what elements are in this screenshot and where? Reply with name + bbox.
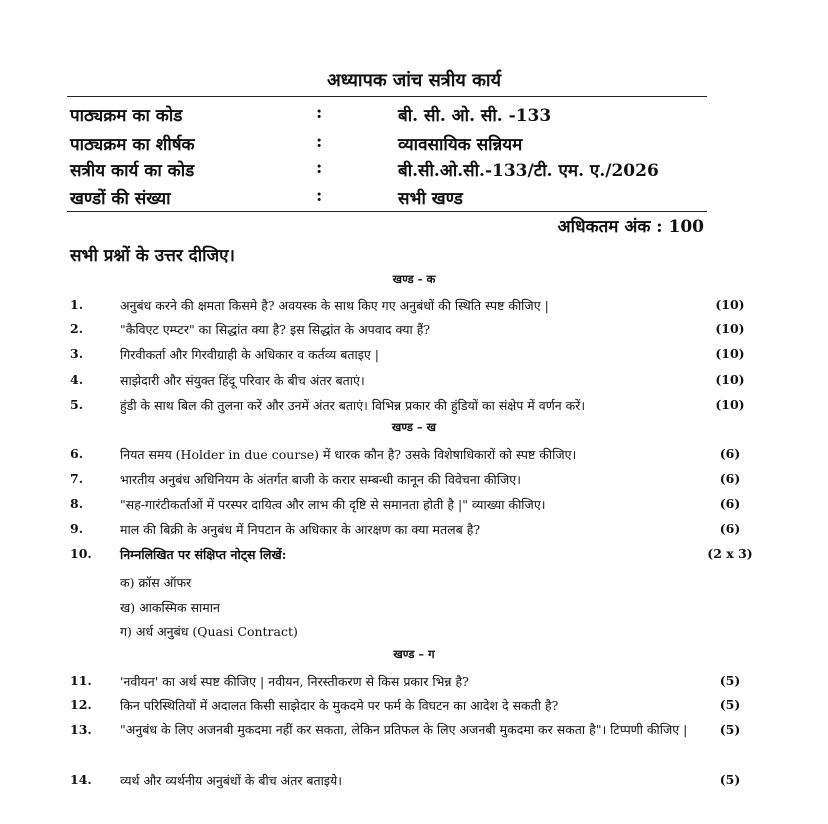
sub-item: ख) आकस्मिक सामान xyxy=(120,600,220,615)
sub-item: ग) अर्ध अनुबंध (Quasi Contract) xyxy=(120,624,298,639)
question-text: 'नवीयन' का अर्थ स्पष्ट कीजिए | नवीयन, निरस्तीकरण से किस प्रकार भिन्न है? xyxy=(120,674,469,689)
course-title-colon: : xyxy=(316,132,323,152)
question-marks: (10) xyxy=(715,321,745,336)
question-number: 6. xyxy=(70,446,84,461)
question-number: 13. xyxy=(70,722,92,737)
question-marks: (6) xyxy=(719,446,741,461)
question-text: "कैविएट एम्प्टर" का सिद्धांत क्या है? इस सिद्धांत के अपवाद क्या हैं? xyxy=(120,322,431,337)
section-a-title: खण्ड - क xyxy=(392,272,436,286)
question-text: "सह-गारंटीकर्ताओं में परस्पर दायित्व और लाभ की दृष्टि से समानता होती है |" व्याख्या कीजिए। xyxy=(120,497,546,512)
question-marks: (5) xyxy=(719,697,741,712)
question-marks: (10) xyxy=(715,372,745,387)
question-number: 9. xyxy=(70,521,84,536)
question-text: साझेदारी और संयुक्त हिंदू परिवार के बीच अंतर बताएं। xyxy=(120,373,365,388)
question-text: हुंडी के साथ बिल की तुलना करें और उनमें अंतर बताएं। विभिन्न प्रकार की हुंडियों का संक्षेप में वर्णन करें। xyxy=(120,398,586,413)
course-title-label: पाठ्यक्रम का शीर्षक xyxy=(70,135,195,155)
title-divider xyxy=(67,96,707,97)
assignment-code-value: बी.सी.ओ.सी.-133/टी. एम. ए./2026 xyxy=(398,161,659,181)
question-marks: (5) xyxy=(719,722,741,737)
course-code-colon: : xyxy=(316,103,323,123)
question-number: 4. xyxy=(70,372,84,387)
section-b-title: खण्ड – ख xyxy=(391,420,437,434)
question-number: 3. xyxy=(70,346,84,361)
question-marks: (5) xyxy=(719,673,741,688)
question-text: निम्नलिखित पर संक्षिप्त नोट्स लिखें: xyxy=(120,547,287,562)
question-text: नियत समय (Holder in due course) में धारक कौन है? उसके विशेषाधिकारों को स्पष्ट कीजिए। xyxy=(120,447,577,462)
question-number: 10. xyxy=(70,546,92,561)
question-number: 12. xyxy=(70,697,92,712)
course-code-label: पाठ्यक्रम का कोड xyxy=(70,106,183,126)
question-number: 2. xyxy=(70,321,84,336)
maximum-marks: अधिकतम अंक : 100 xyxy=(557,217,704,237)
sub-item: क) क्रॉस ऑफर xyxy=(120,575,192,590)
instruction: सभी प्रश्नों के उत्तर दीजिए। xyxy=(70,246,235,266)
question-marks: (10) xyxy=(715,397,745,412)
question-number: 1. xyxy=(70,297,84,312)
question-number: 7. xyxy=(70,471,84,486)
question-marks: (10) xyxy=(715,297,745,312)
question-text: माल की बिक्री के अनुबंध में निपटान के अधिकार के आरक्षण का क्या मतलब है? xyxy=(120,522,481,537)
question-marks: (6) xyxy=(719,496,741,511)
question-text: गिरवीकर्ता और गिरवीग्राही के अधिकार व कर्तव्य बताइए | xyxy=(120,347,379,362)
question-text: "अनुबंध के लिए अजनबी मुकदमा नहीं कर सकता, लेकिन प्रतिफल के लिए अजनबी मुकदमा कर सकता है"। टिप्पणी कीजिए | xyxy=(120,722,688,737)
question-number: 11. xyxy=(70,673,92,688)
course-title-value: व्यावसायिक सन्नियम xyxy=(398,135,523,155)
section-c-title: खण्ड – ग xyxy=(393,647,435,661)
question-text: व्यर्थ और व्यर्थनीय अनुबंधों के बीच अंतर बताइये। xyxy=(120,773,343,788)
question-text: भारतीय अनुबंध अधिनियम के अंतर्गत बाजी के करार सम्बन्धी कानून की विवेचना कीजिए। xyxy=(120,472,521,487)
blocks-label: खण्डों की संख्या xyxy=(70,189,171,209)
question-marks: (6) xyxy=(719,471,741,486)
header-divider xyxy=(67,211,707,212)
question-number: 8. xyxy=(70,496,84,511)
blocks-value: सभी खण्ड xyxy=(398,189,463,209)
question-text: अनुबंध करने की क्षमता किसमे है? अवयस्क के साथ किए गए अनुबंधों की स्थिति स्पष्ट कीजिए | xyxy=(120,298,549,313)
assignment-title: अध्यापक जांच सत्रीय कार्य xyxy=(326,70,502,91)
blocks-colon: : xyxy=(316,186,323,206)
assignment-code-colon: : xyxy=(316,158,323,178)
question-marks: (2 x 3) xyxy=(707,546,753,561)
question-number: 5. xyxy=(70,397,84,412)
course-code-value: बी. सी. ओ. सी. -133 xyxy=(398,106,552,126)
question-marks: (6) xyxy=(719,521,741,536)
question-marks: (5) xyxy=(719,772,741,787)
question-number: 14. xyxy=(70,772,92,787)
question-marks: (10) xyxy=(715,346,745,361)
assignment-code-label: सत्रीय कार्य का कोड xyxy=(70,161,195,181)
question-text: किन परिस्थितियों में अदालत किसी साझेदार के मुकदमे पर फर्म के विघटन का आदेश दे सकती है? xyxy=(120,698,559,713)
